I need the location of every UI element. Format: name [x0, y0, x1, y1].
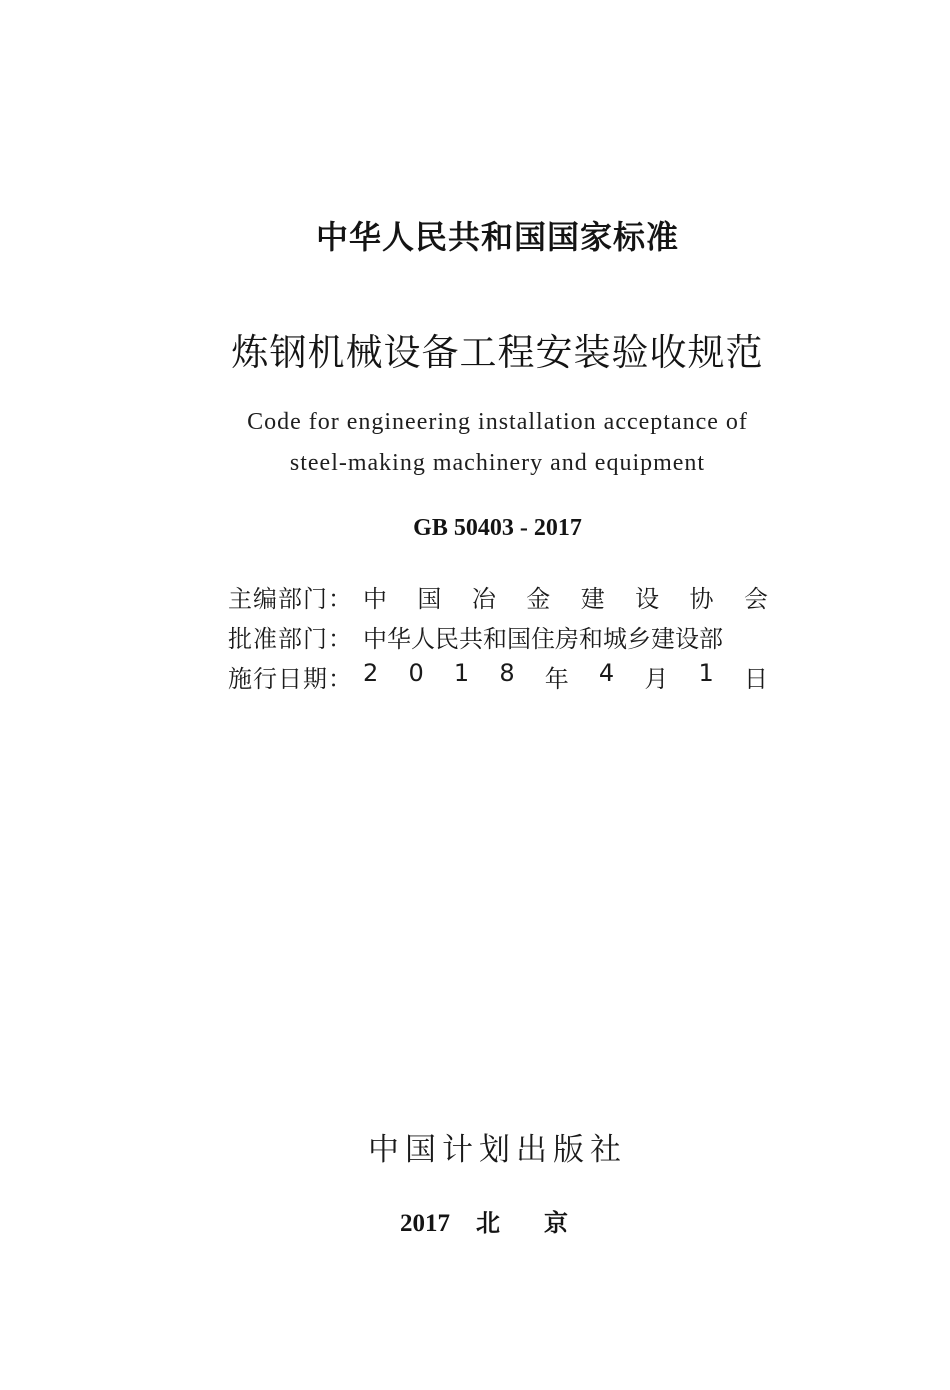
editor-char: 中	[363, 584, 387, 613]
english-title-line-1: Code for engineering installation acceptance of	[247, 409, 748, 435]
editor-char: 冶	[471, 584, 496, 613]
date-char: 8	[499, 658, 515, 687]
editor-row	[228, 576, 768, 616]
editor-label: 主编部门：	[228, 584, 353, 613]
date-char: 1	[698, 658, 714, 687]
approver-label: 批准部门：	[228, 624, 353, 653]
editor-value	[363, 579, 768, 614]
date-char: 月	[644, 664, 669, 693]
date-char: 2	[363, 658, 379, 687]
standard-type-heading: 中华人民共和国国家标准	[315, 218, 679, 256]
english-title	[0, 402, 950, 484]
editor-char: 设	[635, 584, 660, 613]
date-char: 日	[743, 664, 768, 693]
approver-value: 中华人民共和国住房和城乡建设部	[363, 624, 723, 653]
publication-line	[400, 1203, 612, 1238]
editor-char: 会	[743, 584, 768, 613]
date-char: 年	[544, 664, 569, 693]
effective-date-row	[228, 656, 768, 696]
english-title-line-2: steel-making machinery and equipment	[289, 450, 706, 476]
effective-date-value	[363, 659, 768, 694]
approver-row	[228, 616, 768, 656]
publisher-name: 中国计划出版社	[368, 1132, 627, 1168]
publication-year: 2017	[400, 1210, 450, 1237]
metadata-block	[228, 576, 768, 696]
editor-char: 国	[417, 584, 442, 613]
date-char: 0	[408, 658, 424, 687]
chinese-title: 炼钢机械设备工程安装验收规范	[231, 331, 764, 374]
date-char: 4	[598, 658, 615, 687]
effective-date-label: 施行日期：	[228, 664, 353, 693]
publication-city: 北京	[476, 1209, 612, 1237]
editor-char: 协	[689, 584, 714, 613]
editor-char: 建	[580, 584, 605, 613]
editor-char: 金	[526, 584, 551, 613]
standard-code: GB 50403 - 2017	[413, 515, 582, 541]
date-char: 1	[453, 658, 470, 687]
